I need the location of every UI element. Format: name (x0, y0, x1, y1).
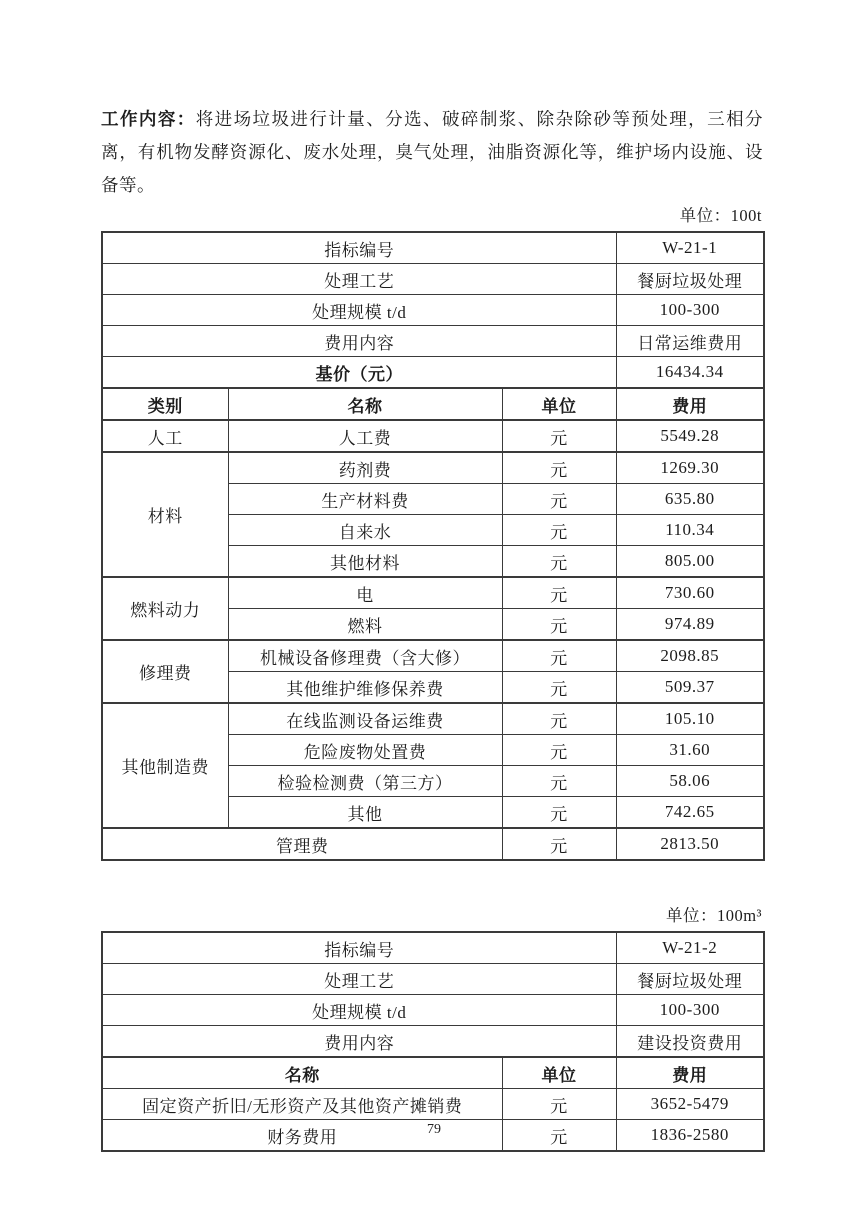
table-row (102, 420, 764, 452)
work-content-text: 将进场垃圾进行计量、分选、破碎制浆、除杂除砂等预处理，三相分离，有机物发酵资源化、废水处理，臭气处理，油脂资源化等，维护场内设施、设备等。 (101, 109, 764, 195)
table2-unit-label: 单位：100m³ (665, 906, 762, 925)
meta-row-process (102, 264, 764, 295)
unit-cell: 元 (502, 797, 616, 829)
table-row (102, 703, 764, 735)
section-spacer (101, 861, 763, 902)
meta-row-scale (102, 995, 764, 1026)
category-cell: 其他制造费 (102, 703, 228, 828)
meta-row-process (102, 964, 764, 995)
meta-value: 100-300 (616, 295, 764, 326)
name-cell: 其他 (228, 797, 502, 829)
header-unit: 单位 (502, 1057, 616, 1089)
name-cell: 生产材料费 (228, 484, 502, 515)
name-cell: 财务费用 (102, 1120, 502, 1152)
meta-row-indicator-code (102, 932, 764, 964)
meta-label: 指标编号 (102, 932, 616, 964)
category-cell: 燃料动力 (102, 577, 228, 640)
unit-cell: 元 (502, 735, 616, 766)
cost-cell: 3652-5479 (616, 1089, 764, 1120)
name-cell: 管理费 (102, 828, 502, 860)
unit-cell: 元 (502, 1120, 616, 1152)
meta-label: 基价（元） (102, 357, 616, 389)
header-cost: 费用 (616, 388, 764, 420)
page-number: 79 (427, 1122, 441, 1137)
table-row (102, 1089, 764, 1120)
name-cell: 人工费 (228, 420, 502, 452)
name-cell: 机械设备修理费（含大修） (228, 640, 502, 672)
category-cell: 材料 (102, 452, 228, 577)
header-cost: 费用 (616, 1057, 764, 1089)
meta-row-indicator-code (102, 232, 764, 264)
operating-cost-table (101, 231, 765, 861)
document-page-content (101, 103, 763, 1152)
header-category: 类别 (102, 388, 228, 420)
table-row (102, 452, 764, 484)
unit-cell: 元 (502, 515, 616, 546)
name-cell: 检验检测费（第三方） (228, 766, 502, 797)
unit-cell: 元 (502, 452, 616, 484)
name-cell: 在线监测设备运维费 (228, 703, 502, 735)
header-name: 名称 (102, 1057, 502, 1089)
header-name: 名称 (228, 388, 502, 420)
table-header-row (102, 1057, 764, 1089)
construction-investment-table (101, 931, 765, 1152)
cost-cell: 509.37 (616, 672, 764, 704)
meta-value: W-21-1 (616, 232, 764, 264)
meta-row-cost-content (102, 326, 764, 357)
unit-cell: 元 (502, 609, 616, 641)
unit-cell: 元 (502, 420, 616, 452)
meta-value: 16434.34 (616, 357, 764, 389)
unit-cell: 元 (502, 1089, 616, 1120)
unit-cell: 元 (502, 828, 616, 860)
cost-cell: 1269.30 (616, 452, 764, 484)
cost-cell: 730.60 (616, 577, 764, 609)
cost-cell: 2098.85 (616, 640, 764, 672)
cost-cell: 974.89 (616, 609, 764, 641)
category-cell: 人工 (102, 420, 228, 452)
unit-cell: 元 (502, 766, 616, 797)
meta-value: 餐厨垃圾处理 (616, 264, 764, 295)
cost-cell: 2813.50 (616, 828, 764, 860)
meta-row-scale (102, 295, 764, 326)
meta-label: 指标编号 (102, 232, 616, 264)
meta-label: 处理规模 t/d (102, 295, 616, 326)
meta-value: W-21-2 (616, 932, 764, 964)
table1-unit-label: 单位：100t (679, 206, 762, 225)
unit-cell: 元 (502, 484, 616, 515)
management-fee-row (102, 828, 764, 860)
meta-value: 建设投资费用 (616, 1026, 764, 1058)
name-cell: 燃料 (228, 609, 502, 641)
meta-label: 处理规模 t/d (102, 995, 616, 1026)
table-row (102, 577, 764, 609)
name-cell: 其他维护维修保养费 (228, 672, 502, 704)
cost-cell: 58.06 (616, 766, 764, 797)
cost-cell: 805.00 (616, 546, 764, 578)
table-header-row (102, 388, 764, 420)
meta-value: 100-300 (616, 995, 764, 1026)
unit-cell: 元 (502, 672, 616, 704)
meta-label: 费用内容 (102, 1026, 616, 1058)
name-cell: 其他材料 (228, 546, 502, 578)
unit-cell: 元 (502, 640, 616, 672)
name-cell: 危险废物处置费 (228, 735, 502, 766)
name-cell: 自来水 (228, 515, 502, 546)
meta-row-base-price (102, 357, 764, 389)
unit-cell: 元 (502, 577, 616, 609)
meta-value: 餐厨垃圾处理 (616, 964, 764, 995)
cost-cell: 31.60 (616, 735, 764, 766)
cost-cell: 635.80 (616, 484, 764, 515)
meta-row-cost-content (102, 1026, 764, 1058)
meta-value: 日常运维费用 (616, 326, 764, 357)
cost-cell: 742.65 (616, 797, 764, 829)
table-row (102, 640, 764, 672)
cost-cell: 1836-2580 (616, 1120, 764, 1152)
meta-label: 费用内容 (102, 326, 616, 357)
meta-label: 处理工艺 (102, 964, 616, 995)
name-cell: 药剂费 (228, 452, 502, 484)
name-cell: 电 (228, 577, 502, 609)
meta-label: 处理工艺 (102, 264, 616, 295)
unit-cell: 元 (502, 546, 616, 578)
work-content-paragraph (101, 103, 763, 202)
category-cell: 修理费 (102, 640, 228, 703)
cost-cell: 105.10 (616, 703, 764, 735)
cost-cell: 5549.28 (616, 420, 764, 452)
header-unit: 单位 (502, 388, 616, 420)
cost-cell: 110.34 (616, 515, 764, 546)
unit-cell: 元 (502, 703, 616, 735)
work-content-label: 工作内容： (101, 109, 196, 129)
name-cell: 固定资产折旧/无形资产及其他资产摊销费 (102, 1089, 502, 1120)
